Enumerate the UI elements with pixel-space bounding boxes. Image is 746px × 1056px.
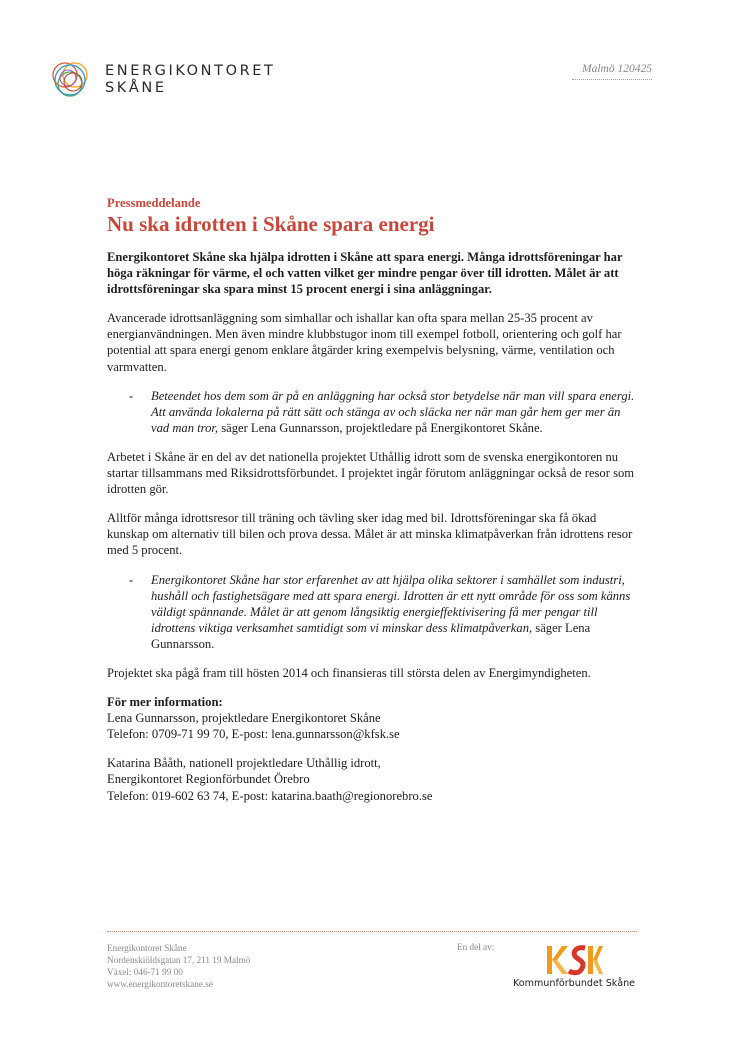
contact-2-name: Katarina Bååth, nationell projektledare Uthållig idrott, (107, 756, 381, 771)
ksk-logo-icon (545, 944, 603, 976)
paragraph-3: Alltför många idrottsresor till träning och tävling sker idag med bil. Idrottsföreningar ska få ökad kunskap om alternativ till bilen och prova dessa. Målet är att minska klimatpåverkan från idrottens resor med 5 procent. (107, 511, 633, 558)
quote-dash: - (129, 572, 134, 587)
footer-street: Nordenskiöldsgatan 17, 211 19 Malmö (107, 955, 251, 965)
footer-org: Energikontoret Skåne (107, 943, 187, 953)
quote-2-italic: Energikontoret Skåne har stor erfarenhet av att hjälpa olika sektorer i samhället som industri, hushåll och fastighetsägare med att spara energi. Idrotten är ett nytt område för oss som känns väldigt spännande. Målet är att genom långsiktig energieffektivisering få mer pengar till idrottens viktiga verksamhet samtidigt som vi minskar dess klimatpåverkan, (151, 572, 631, 635)
headline: Nu ska idrotten i Skåne spara energi (107, 212, 435, 236)
rings-icon (48, 58, 92, 102)
ksk-name: Kommunförbundet Skåne (512, 978, 636, 989)
logo-wordmark (105, 63, 276, 97)
paragraph-2: Arbetet i Skåne är en del av det nationella projektet Uthållig idrott som de svenska energikontoren nu startar tillsammans med Riksidrottsförbundet. I projektet ingår förutom anläggningar också de resor som idrotten gör. (107, 449, 635, 497)
ksk-logo (512, 944, 636, 989)
contact-block-2 (107, 755, 637, 803)
contact-2-phone-email[interactable]: Telefon: 019-602 63 74, E-post: katarina.baath@regionorebro.se (107, 788, 433, 803)
quote-dash: - (129, 388, 134, 403)
footer-address (107, 942, 250, 990)
paragraph-4: Projektet ska pågå fram till hösten 2014 och finansieras till största delen av Energimyndigheten. (107, 665, 591, 680)
contact-1-name: Lena Gunnarsson, projektledare Energikontoret Skåne (107, 711, 381, 726)
energikontoret-logo (48, 58, 276, 102)
press-release-label: Pressmeddelande (107, 196, 201, 210)
contact-block-1 (107, 694, 637, 742)
contact-2-org: Energikontoret Regionförbundet Örebro (107, 772, 310, 787)
lead-paragraph: Energikontoret Skåne ska hjälpa idrotten i Skåne att spara energi. Många idrottsföreningar har höga räkningar för värme, el och vatten vilket ger mindre pengar över till idrotten. Målet är att idrottsföreningar ska spara minst 15 procent energi i sina anläggningar. (107, 250, 623, 297)
logo-line-1: ENERGIKONTORET (105, 63, 276, 79)
contact-heading: För mer information: (107, 695, 223, 710)
footer-phone: Växel: 046-71 99 00 (107, 967, 183, 977)
logo-line-2: SKÅNE (105, 80, 167, 96)
footer-divider (107, 931, 637, 932)
quote-1-text (151, 388, 637, 436)
part-of-label: En del av: (457, 942, 495, 952)
footer-website-link[interactable]: www.energikontoretskane.se (107, 979, 213, 989)
quote-2-text (151, 572, 637, 652)
quote-1-attribution: säger Lena Gunnarsson, projektledare på Energikontoret Skåne. (218, 420, 543, 435)
document-date: Malmö 120425 (572, 63, 652, 80)
quote-1 (107, 388, 637, 436)
quote-2 (107, 572, 637, 652)
contact-1-phone-email[interactable]: Telefon: 0709-71 99 70, E-post: lena.gunnarsson@kfsk.se (107, 727, 400, 742)
paragraph-1: Avancerade idrottsanläggning som simhallar och ishallar kan ofta spara mellan 25-35 procent av energianvändningen. Men även mindre klubbstugor inom till exempel fotboll, orientering och golf har potential att spara energi genom enklare åtgärder kring exempelvis belysning, värme, ventilation och varmvatten. (107, 311, 622, 374)
article-body (107, 196, 637, 817)
quote-2-attribution: säger Lena Gunnarsson. (151, 620, 591, 651)
quote-1-italic: Beteendet hos dem som är på en anläggning har också stor betydelse när man vill spara energi. Att använda lokalerna på rätt sätt och stänga av och släcka ner när man går hem ger mer än vad man tror, (151, 388, 635, 435)
